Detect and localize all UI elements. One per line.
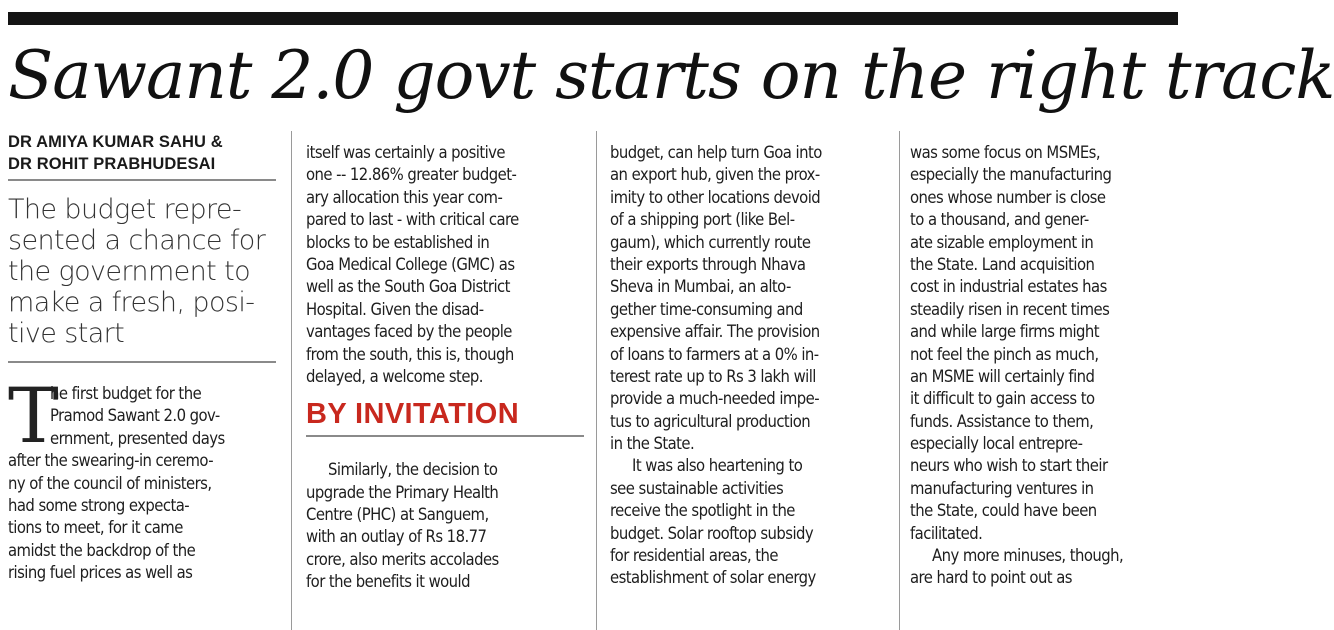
body-line: ary allocation this year com- — [306, 187, 503, 207]
byline-author: DR ROHIT PRABHUDESAI — [8, 155, 216, 173]
standfirst-line: The budget repre- — [8, 194, 242, 225]
body-line: tions to meet, for it came — [8, 518, 183, 538]
body-line: was some focus on MSMEs, — [910, 143, 1101, 162]
body-line: imity to other locations devoid — [610, 187, 821, 207]
body-line: receive the spotlight in the — [610, 501, 795, 521]
article-body — [8, 371, 278, 585]
body-line: after the swearing-in ceremo- — [8, 451, 214, 471]
body-line: Similarly, the decision to — [328, 460, 498, 480]
body-line: to a thousand, and gener- — [910, 210, 1089, 230]
body-line: provide a much-needed impe- — [610, 389, 820, 409]
body-line: crore, also merits accolades — [306, 549, 499, 569]
body-line: not feel the pinch as much, — [910, 344, 1099, 364]
body-line: for residential areas, the — [610, 546, 778, 566]
body-line: budget, can help turn Goa into — [610, 143, 822, 162]
body-line: it difficult to gain access to — [910, 389, 1095, 409]
body-line: steadily risen in recent times — [910, 299, 1110, 319]
article-body — [610, 142, 892, 590]
body-line: funds. Assistance to them, — [910, 411, 1094, 431]
body-line: blocks to be established in — [306, 232, 490, 252]
body-line: one -- 12.86% greater budget- — [306, 165, 517, 185]
body-line: Any more minuses, though, — [932, 546, 1124, 566]
body-line: of loans to farmers at a 0% in- — [610, 344, 819, 364]
body-line: gaum), which currently route — [610, 232, 811, 252]
byline-author: DR AMIYA KUMAR SAHU & — [8, 133, 223, 151]
body-line: tus to agricultural production — [610, 411, 811, 431]
article-column-3 — [610, 131, 892, 630]
body-line: upgrade the Primary Health — [306, 482, 499, 502]
body-line: vantages faced by the people — [306, 322, 512, 342]
article-column-1 — [8, 131, 278, 630]
standfirst-rule — [8, 361, 276, 363]
body-line: from the south, this is, though — [306, 344, 514, 364]
body-line: of a shipping port (like Bel- — [610, 210, 795, 230]
body-line: terest rate up to Rs 3 lakh will — [610, 366, 816, 386]
body-line: rising fuel prices as well as — [8, 563, 193, 583]
body-line: ate sizable employment in — [910, 232, 1094, 252]
body-line: ones whose number is close — [910, 187, 1106, 207]
body-line: especially the manufacturing — [910, 165, 1112, 185]
article-body — [306, 142, 584, 388]
body-line: establishment of solar energy — [610, 568, 816, 588]
body-line: delayed, a welcome step. — [306, 366, 483, 386]
drop-cap: T — [8, 371, 59, 460]
column-divider — [291, 131, 292, 630]
body-line: amidst the backdrop of the — [8, 540, 196, 560]
body-line: itself was certainly a positive — [306, 143, 506, 162]
headline: Sawant 2.0 govt starts on the right track — [8, 37, 1334, 114]
body-line: Hospital. Given the disad- — [306, 299, 484, 319]
body-line: in the State. — [610, 434, 695, 454]
masthead-rule — [8, 12, 1178, 25]
article-body — [910, 142, 1180, 590]
article-body — [306, 459, 584, 593]
body-line: ny of the council of ministers, — [8, 473, 212, 493]
body-line: an MSME will certainly find — [910, 366, 1095, 386]
body-line: and while large firms might — [910, 322, 1100, 342]
body-line: budget. Solar rooftop subsidy — [610, 523, 814, 543]
standfirst-line: make a fresh, posi- — [8, 287, 255, 318]
body-line: ernment, presented days — [50, 428, 225, 448]
section-tag-rule — [306, 435, 584, 437]
standfirst-line: sented a chance for — [8, 225, 266, 256]
standfirst-line: the government to — [8, 256, 251, 287]
standfirst-line: tive start — [8, 318, 125, 349]
body-line: expensive affair. The provision — [610, 322, 820, 342]
body-line: see sustainable activities — [610, 478, 784, 498]
body-line: facilitated. — [910, 523, 983, 543]
body-line: Sheva in Mumbai, an alto- — [610, 277, 791, 297]
body-line: are hard to point out as — [910, 568, 1072, 588]
body-line: their exports through Nhava — [610, 254, 806, 274]
body-line: he first budget for the — [50, 384, 202, 403]
column-divider — [899, 131, 900, 630]
body-line: gether time-consuming and — [610, 299, 803, 319]
body-line: had some strong expecta- — [8, 495, 190, 515]
body-line: an export hub, given the prox- — [610, 165, 820, 185]
body-line: Centre (PHC) at Sanguem, — [306, 505, 489, 525]
body-line: well as the South Goa District — [306, 277, 510, 297]
body-line: the State, could have been — [910, 501, 1097, 521]
section-tag: BY INVITATION — [306, 398, 520, 431]
byline-rule — [8, 179, 276, 181]
body-line: with an outlay of Rs 18.77 — [306, 527, 487, 547]
body-line: pared to last - with critical care — [306, 210, 519, 230]
byline — [8, 131, 278, 175]
body-line: It was also heartening to — [632, 456, 803, 476]
body-line: the State. Land acquisition — [910, 254, 1095, 274]
body-line: cost in industrial estates has — [910, 277, 1107, 297]
body-line: especially local entrepre- — [910, 434, 1083, 454]
body-line: for the benefits it would — [306, 572, 470, 592]
column-divider — [596, 131, 597, 630]
body-line: Goa Medical College (GMC) as — [306, 254, 515, 274]
article-column-4 — [910, 131, 1180, 630]
body-line: neurs who wish to start their — [910, 456, 1108, 476]
body-line: manufacturing ventures in — [910, 478, 1094, 498]
standfirst — [8, 194, 278, 349]
body-line: Pramod Sawant 2.0 gov- — [50, 406, 220, 426]
article-column-2 — [306, 131, 584, 630]
